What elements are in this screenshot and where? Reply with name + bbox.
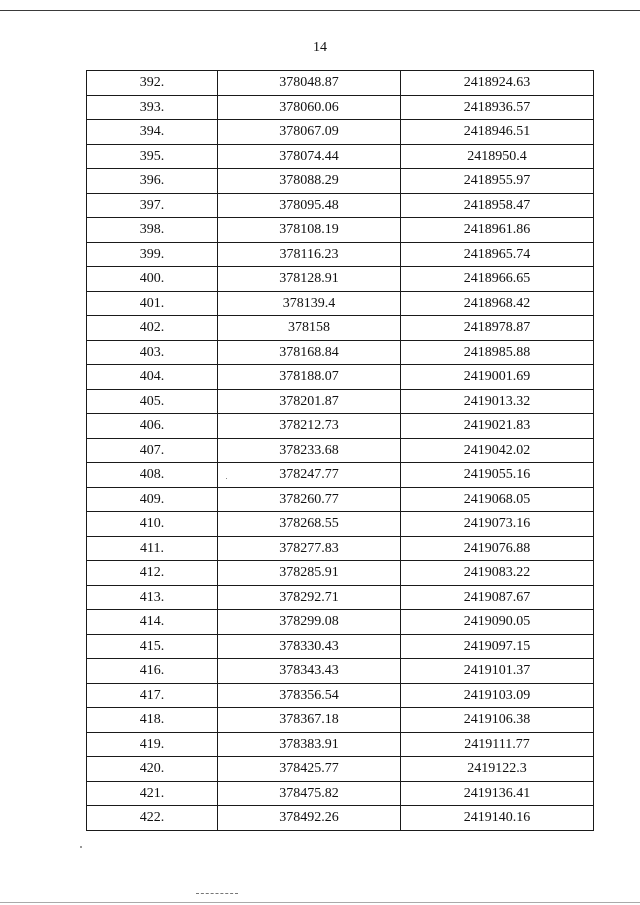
y-coordinate-cell: 2419136.41	[401, 781, 594, 806]
table-row	[87, 438, 594, 463]
table-row	[87, 463, 594, 488]
x-coordinate-cell: 378299.08	[218, 610, 401, 635]
y-coordinate-cell: 2419021.83	[401, 414, 594, 439]
y-coordinate-cell: 2418978.87	[401, 316, 594, 341]
table-row	[87, 120, 594, 145]
point-number-cell: 401.	[87, 291, 218, 316]
y-coordinate-cell: 2419103.09	[401, 683, 594, 708]
point-number-cell: 413.	[87, 585, 218, 610]
y-coordinate-cell: 2418968.42	[401, 291, 594, 316]
page-number: 14	[313, 40, 327, 55]
y-coordinate-cell: 2418936.57	[401, 95, 594, 120]
table-row	[87, 144, 594, 169]
x-coordinate-cell: 378108.19	[218, 218, 401, 243]
x-coordinate-cell: 378067.09	[218, 120, 401, 145]
point-number-cell: 411.	[87, 536, 218, 561]
table-row	[87, 291, 594, 316]
table-row	[87, 218, 594, 243]
x-coordinate-cell: 378292.71	[218, 585, 401, 610]
y-coordinate-cell: 2419106.38	[401, 708, 594, 733]
table-row	[87, 169, 594, 194]
table-row	[87, 806, 594, 831]
y-coordinate-cell: 2419101.37	[401, 659, 594, 684]
x-coordinate-cell: 378158	[218, 316, 401, 341]
x-coordinate-cell: 378492.26	[218, 806, 401, 831]
y-coordinate-cell: 2418966.65	[401, 267, 594, 292]
point-number-cell: 410.	[87, 512, 218, 537]
point-number-cell: 402.	[87, 316, 218, 341]
point-number-cell: 400.	[87, 267, 218, 292]
table-row	[87, 708, 594, 733]
table-row	[87, 193, 594, 218]
y-coordinate-cell: 2418965.74	[401, 242, 594, 267]
point-number-cell: 394.	[87, 120, 218, 145]
y-coordinate-cell: 2419055.16	[401, 463, 594, 488]
x-coordinate-cell: 378128.91	[218, 267, 401, 292]
x-coordinate-cell: 378343.43	[218, 659, 401, 684]
table-row	[87, 683, 594, 708]
point-number-cell: 418.	[87, 708, 218, 733]
table-row	[87, 536, 594, 561]
y-coordinate-cell: 2419090.05	[401, 610, 594, 635]
coordinates-table-body	[87, 71, 594, 831]
table-row	[87, 757, 594, 782]
point-number-cell: 407.	[87, 438, 218, 463]
scan-speck	[226, 478, 227, 479]
x-coordinate-cell: 378168.84	[218, 340, 401, 365]
point-number-cell: 403.	[87, 340, 218, 365]
y-coordinate-cell: 2419068.05	[401, 487, 594, 512]
table-row	[87, 561, 594, 586]
x-coordinate-cell: 378139.4	[218, 291, 401, 316]
table-row	[87, 585, 594, 610]
x-coordinate-cell: 378475.82	[218, 781, 401, 806]
y-coordinate-cell: 2419087.67	[401, 585, 594, 610]
table-row	[87, 487, 594, 512]
table-row	[87, 610, 594, 635]
point-number-cell: 406.	[87, 414, 218, 439]
point-number-cell: 408.	[87, 463, 218, 488]
x-coordinate-cell: 378048.87	[218, 71, 401, 96]
y-coordinate-cell: 2419140.16	[401, 806, 594, 831]
x-coordinate-cell: 378088.29	[218, 169, 401, 194]
x-coordinate-cell: 378268.55	[218, 512, 401, 537]
coordinates-table	[86, 70, 594, 831]
x-coordinate-cell: 378356.54	[218, 683, 401, 708]
x-coordinate-cell: 378233.68	[218, 438, 401, 463]
table-row	[87, 242, 594, 267]
point-number-cell: 393.	[87, 95, 218, 120]
table-row	[87, 781, 594, 806]
point-number-cell: 417.	[87, 683, 218, 708]
point-number-cell: 415.	[87, 634, 218, 659]
x-coordinate-cell: 378425.77	[218, 757, 401, 782]
point-number-cell: 398.	[87, 218, 218, 243]
table-row	[87, 267, 594, 292]
point-number-cell: 405.	[87, 389, 218, 414]
table-row	[87, 634, 594, 659]
x-coordinate-cell: 378212.73	[218, 414, 401, 439]
table-row	[87, 316, 594, 341]
point-number-cell: 392.	[87, 71, 218, 96]
x-coordinate-cell: 378367.18	[218, 708, 401, 733]
table-row	[87, 512, 594, 537]
point-number-cell: 404.	[87, 365, 218, 390]
x-coordinate-cell: 378201.87	[218, 389, 401, 414]
x-coordinate-cell: 378260.77	[218, 487, 401, 512]
point-number-cell: 421.	[87, 781, 218, 806]
x-coordinate-cell: 378330.43	[218, 634, 401, 659]
y-coordinate-cell: 2418961.86	[401, 218, 594, 243]
point-number-cell: 422.	[87, 806, 218, 831]
y-coordinate-cell: 2419097.15	[401, 634, 594, 659]
bottom-scan-marks	[196, 893, 238, 894]
x-coordinate-cell: 378383.91	[218, 732, 401, 757]
x-coordinate-cell: 378116.23	[218, 242, 401, 267]
y-coordinate-cell: 2418924.63	[401, 71, 594, 96]
y-coordinate-cell: 2418950.4	[401, 144, 594, 169]
top-border-line	[0, 10, 640, 11]
y-coordinate-cell: 2418955.97	[401, 169, 594, 194]
table-row	[87, 340, 594, 365]
y-coordinate-cell: 2419013.32	[401, 389, 594, 414]
x-coordinate-cell: 378095.48	[218, 193, 401, 218]
point-number-cell: 396.	[87, 169, 218, 194]
point-number-cell: 397.	[87, 193, 218, 218]
bottom-border-line	[0, 902, 640, 903]
point-number-cell: 419.	[87, 732, 218, 757]
x-coordinate-cell: 378247.77	[218, 463, 401, 488]
x-coordinate-cell: 378277.83	[218, 536, 401, 561]
y-coordinate-cell: 2419122.3	[401, 757, 594, 782]
point-number-cell: 409.	[87, 487, 218, 512]
y-coordinate-cell: 2419001.69	[401, 365, 594, 390]
y-coordinate-cell: 2418958.47	[401, 193, 594, 218]
y-coordinate-cell: 2419076.88	[401, 536, 594, 561]
table-row	[87, 414, 594, 439]
x-coordinate-cell: 378074.44	[218, 144, 401, 169]
point-number-cell: 416.	[87, 659, 218, 684]
point-number-cell: 420.	[87, 757, 218, 782]
y-coordinate-cell: 2419042.02	[401, 438, 594, 463]
y-coordinate-cell: 2419083.22	[401, 561, 594, 586]
y-coordinate-cell: 2419073.16	[401, 512, 594, 537]
table-row	[87, 365, 594, 390]
point-number-cell: 414.	[87, 610, 218, 635]
y-coordinate-cell: 2418985.88	[401, 340, 594, 365]
x-coordinate-cell: 378188.07	[218, 365, 401, 390]
table-row	[87, 659, 594, 684]
point-number-cell: 399.	[87, 242, 218, 267]
table-row	[87, 389, 594, 414]
x-coordinate-cell: 378285.91	[218, 561, 401, 586]
scan-speck	[80, 846, 82, 848]
y-coordinate-cell: 2418946.51	[401, 120, 594, 145]
point-number-cell: 412.	[87, 561, 218, 586]
table-row	[87, 95, 594, 120]
x-coordinate-cell: 378060.06	[218, 95, 401, 120]
table-row	[87, 71, 594, 96]
table-row	[87, 732, 594, 757]
point-number-cell: 395.	[87, 144, 218, 169]
y-coordinate-cell: 2419111.77	[401, 732, 594, 757]
